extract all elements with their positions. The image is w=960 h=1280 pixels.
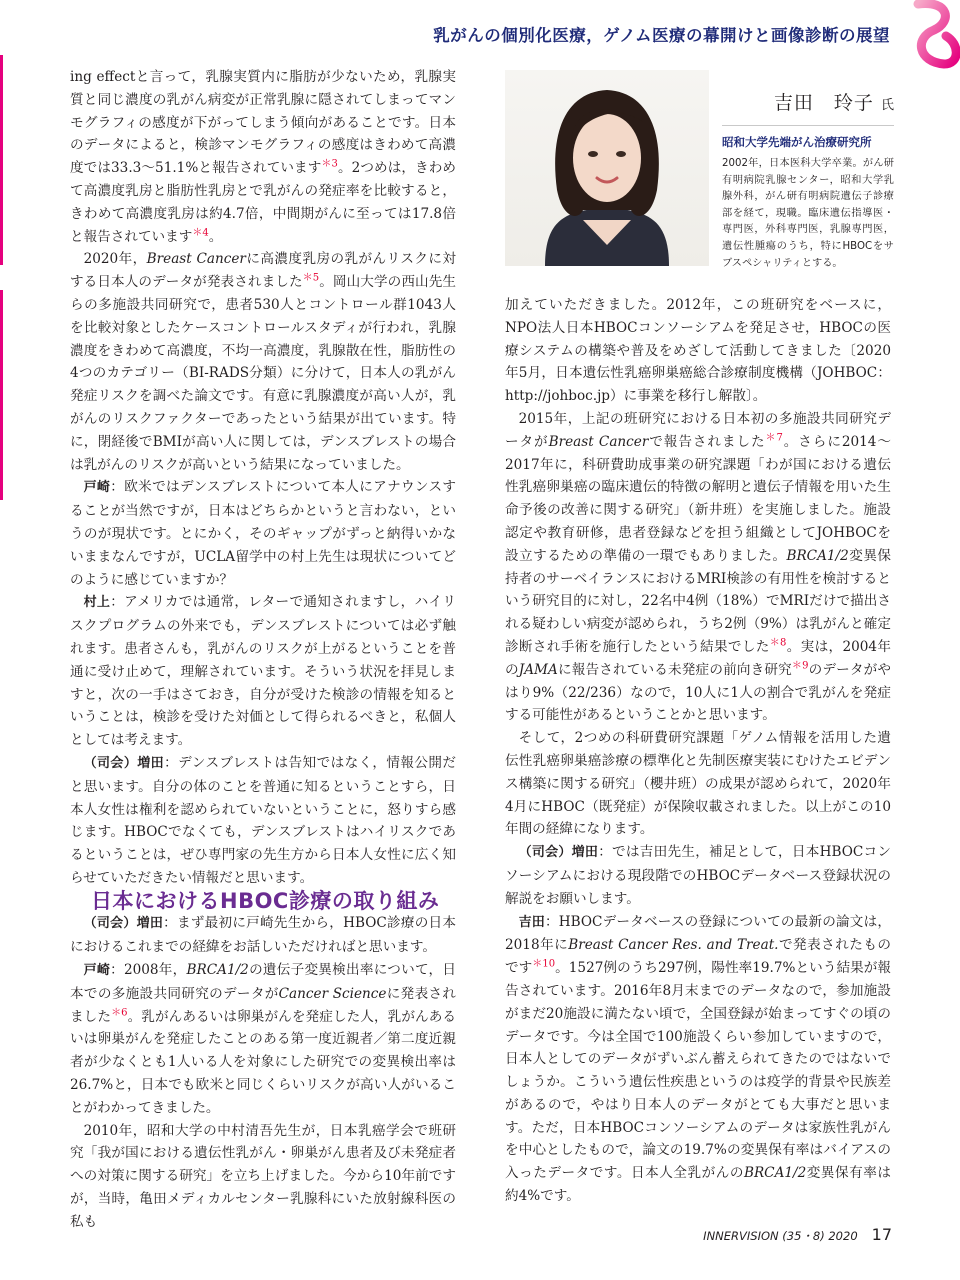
profile-box xyxy=(722,70,894,272)
paragraph: 村上：アメリカでは通常，レターで通知されますし，ハイリスクプログラムの外来でも，デンスブレストについては必ず触れます。患者さんも，乳がんのリスクが上がるということを普通に受け止めて，理解されています。そういう状況を拝見しますと，次の一手はさておき，自分が受けた検診の情報を知るということは，検診を受けた対価として得られるべきと，私個人としては考えます。 xyxy=(70,594,456,749)
section-heading: 日本におけるHBOC診療の取り組み xyxy=(91,888,440,913)
section-logo-icon xyxy=(900,0,960,70)
paragraph: 戸崎：2008年，BRCA1/2の遺伝子変異検出率について，日本での多施設共同研究のデータがCancer Scienceに発表されました$^{*6}$。乳がんあるいは卵巣がんを発症した人，乳がんあるいは卵巣がんを発症したことのある第一度近親者／第二度近親者が少なくとも1人いる人を対象にした研究での変異検出率は26.7%と，日本でも欧米と同じくらいリスクが高い人がいることがわかってきました。 xyxy=(70,962,457,1116)
paragraph: 2020年，Breast Cancerに高濃度乳房の乳がんリスクに対する日本人のデータが発表されました$^{*5}$。岡山大学の西山先生らの多施設共同研究で，患者530人とコントロール群1043人を比較対象としたケースコントロールスタディが行われ，乳腺濃度をきわめて高濃度，不均一高濃度，乳腺散在性，脂肪性の4つのカテゴリー（BI-RADS分類）に分けて，日本人の乳がん発症リスクを調べた論文です。有意に乳腺濃度が高い人が，乳がんのリスクファクターであったという結果が出ています。特に，閉経後でBMIが高い人に関しては，デンスブレストの場合は乳がんのリスクが高いという結果になっていました。 xyxy=(70,251,457,473)
left-column xyxy=(70,66,456,1234)
paragraph: 2015年，上記の班研究における日本初の多施設共同研究データがBreast Cancerで報告されました$^{*7}$。さらに2014～2017年に，科研費助成事業の研究課題「わが国における遺伝性乳癌卵巣癌の臨床遺伝的特徴の解明と遺伝子情報を用いた生命予後の改善に関する研究」（新井班）を実施しました。施設認定や教育研修，患者登録などを担う組織としてJOHBOCを設立するための準備の一環でもありました。BRCA1/2変異保持者のサーベイランスにおけるMRI検診の有用性を検討するという研究目的に対し，22名中4例（18%）でMRIだけで描出される疑わしい病変が認められ，うち2例（9%）は乳がんと確定診断され手術を施行したという結果でした$^{*8}$。実は，2004年のJAMAに報告されている未発症の前向き研究$^{*9}$のデータがやはり9%（22/236）なので，10人に1人の割合で乳がんを発症する可能性があるということかと思います。 xyxy=(505,410,892,724)
speaker-name: 村上 xyxy=(83,595,111,611)
profile-name: 吉田 玲子 氏 xyxy=(773,92,894,114)
paragraph: （司会）増田：では吉田先生，補足として，日本HBOCコンソーシアムにおける現段階でのHBOCデータベース登録状況の解説をお願いします。 xyxy=(505,844,891,907)
paragraph: ing effectと言って，乳腺実質内に脂肪が少ないため，乳腺実質と同じ濃度の乳がん病変が正常乳腺に隠されてしまってマンモグラフィの感度が下がってしまう傾向があることです。日本のデータによると，検診マンモグラフィの感度はきわめて高濃度では33.3～51.1%と報告されています$^{*3}$。2つめは，きわめて高濃度乳房と脂肪性乳房とで乳がんの発症率を比較すると，きわめて高濃度乳房は約4.7倍，中間期がんに至っては17.8倍と報告されています$^{*4}$。 xyxy=(70,69,456,245)
portrait-photo xyxy=(505,70,709,266)
right-column xyxy=(505,294,891,1208)
paragraph: 加えていただきました。2012年，この班研究をベースに，NPO法人日本HBOCコンソーシアムを発足させ，HBOCの医療システムの構築や普及をめざして活動してきました〔2020年5月，日本遺伝性乳癌卵巣癌総合診療制度機構（JOHBOC：http://johboc.jp）に事業を移行し解散〕。 xyxy=(505,297,891,405)
page-number: 17 xyxy=(871,1225,892,1244)
margin-accent-bar xyxy=(0,55,3,265)
speaker-name: （司会）増田 xyxy=(83,916,164,932)
journal-citation: INNERVISION (35・8) 2020 xyxy=(703,1229,858,1243)
running-header: 乳がんの個別化医療，ゲノム医療の幕開けと画像診断の展望 xyxy=(433,26,890,45)
speaker-name: （司会）増田 xyxy=(83,755,165,771)
paragraph: （司会）増田：デンスブレストは告知ではなく，情報公開だと思います。自分の体のことを普通に知るということすら，日本人女性は権利を認められていないということに，怒りすら感じます。HBOCでなくても，デンスブレストはハイリスクであるということは，ぜひ専門家の先生方から日本人女性に広く知らせていただきたい情報だと思います。 xyxy=(70,754,456,886)
margin-accent-bar xyxy=(0,290,3,500)
profile-affiliation: 昭和大学先端がん治療研究所 xyxy=(722,135,872,149)
paragraph: 吉田：HBOCデータベースの登録についての最新の論文は，2018年にBreast Cancer Res. and Treat.で発表されたものです$^{*10}$。1527例のうち297例，陽性率19.7%という結果が報告されています。2016年8月末までのデータなので，参加施設がまだ20施設に満たない頃で，全国登録が始まってすぐの頃のデータです。今は全国で100施設くらい参加していますので，日本人としてのデータがずいぶん蓄えられてきたのではないでしょうか。こういう遺伝性疾患というのは疫学的背景や民族差があるので，やはり日本人のデータがとても大事だと思います。ただ，日本HBOCコンソーシアムのデータは家族性乳がんを中心としたもので，論文の19.7%の変異保有率はバイアスの入ったデータです。日本人全乳がんのBRCA1/2変異保有率は約4%です。 xyxy=(505,913,891,1205)
profile-bio: 2002年，日本医科大学卒業。がん研有明病院乳腺センター，昭和大学乳腺外科，がん研有明病院遺伝子診療部を経て，現職。臨床遺伝指導医・専門医，外科専門医，乳腺専門医，遺伝性腫瘍のうち，特にHBOCをサブスペシャリティとする。 xyxy=(722,158,894,269)
paragraph: 戸崎：欧米ではデンスブレストについて本人にアナウンスすることが当然ですが，日本はどちらかというと言わない，というのが現状です。とにかく，そのギャップがずっと納得いかないままなんですが，UCLA留学中の村上先生は現状についてどのように感じていますか？ xyxy=(70,479,456,588)
divider xyxy=(722,125,894,126)
paragraph: （司会）増田：まず最初に戸崎先生から，HBOC診療の日本におけるこれまでの経緯をお話しいただければと思います。 xyxy=(70,915,456,956)
speaker-name: （司会）増田 xyxy=(518,845,599,861)
speaker-name: 戸崎 xyxy=(83,480,111,496)
portrait-illustration xyxy=(505,70,709,266)
paragraph: 2010年，昭和大学の中村清吾先生が，日本乳癌学会で班研究「我が国における遺伝性乳がん・卵巣がん患者及び未発症者への対策に関する研究」を立ち上げました。今から10年前ですが，当時，亀田メディカルセンター乳腺科にいた放射線科医の私も xyxy=(70,1122,456,1230)
page-footer xyxy=(703,1225,892,1244)
speaker-name: 戸崎 xyxy=(83,963,111,979)
paragraph: そして，2つめの科研費研究課題「ゲノム情報を活用した遺伝性乳癌卵巣癌診療の標準化と先制医療実装にむけたエビデンス構築に関する研究」（櫻井班）の成果が認められて，2020年4月にHBOC（既発症）が保険収載されました。以上がこの10年間の経緯になります。 xyxy=(505,730,891,838)
speaker-name: 吉田 xyxy=(518,914,545,930)
